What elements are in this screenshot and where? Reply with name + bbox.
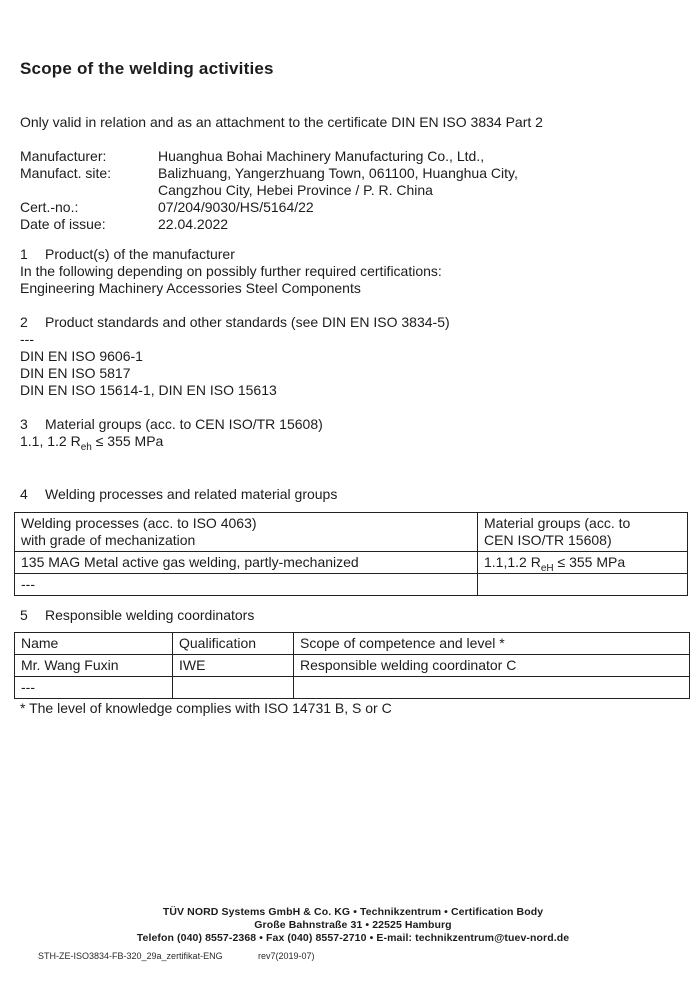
section-coordinators — [20, 607, 686, 624]
section-welding-processes — [20, 486, 686, 503]
detail-label — [20, 182, 158, 199]
footer-street-line: Große Bahnstraße 31 • 22525 Hamburg — [254, 919, 452, 931]
cell-process: --- — [15, 574, 478, 596]
header-cell-material-groups — [478, 513, 688, 552]
detail-label: Manufacturer: — [20, 148, 107, 164]
table-header-row — [15, 633, 690, 655]
cell-name: --- — [15, 677, 173, 699]
welding-processes-table — [14, 512, 688, 596]
certificate-details — [20, 148, 686, 233]
detail-row-cert-no — [20, 199, 686, 216]
cell-material-group — [478, 552, 688, 574]
value-text: 1.1, 1.2 R — [20, 433, 81, 449]
cell-name: Mr. Wang Fuxin — [15, 655, 173, 677]
value-text: ≤ 355 MPa — [553, 554, 626, 570]
cell-process: 135 MAG Metal active gas welding, partly-mechanized — [15, 552, 478, 574]
section-number: 1 — [20, 246, 28, 262]
footer-company-line: TÜV NORD Systems GmbH & Co. KG • Technikzentrum • Certification Body — [162, 906, 544, 918]
detail-value: 22.04.2022 — [158, 216, 229, 232]
section-heading — [20, 246, 686, 263]
section-number: 3 — [20, 416, 28, 432]
cell-material-group — [478, 574, 688, 596]
document-id-line — [38, 951, 686, 962]
header-text: Material groups (acc. to — [484, 515, 631, 531]
section-number: 2 — [20, 314, 28, 330]
section-heading — [20, 486, 686, 503]
detail-row-manufacturer — [20, 148, 686, 165]
section-number: 4 — [20, 486, 28, 502]
section-heading — [20, 416, 686, 433]
section-text: --- — [20, 331, 34, 347]
section-text: In the following depending on possibly further required certifications: — [20, 263, 442, 279]
validity-note: Only valid in relation and as an attachment to the certificate DIN EN ISO 3834 Part 2 — [20, 114, 543, 130]
section-products — [20, 246, 686, 297]
knowledge-footnote: * The level of knowledge complies with ISO 14731 B, S or C — [20, 700, 392, 716]
detail-value: 07/204/9030/HS/5164/22 — [158, 199, 314, 215]
detail-row-issue-date — [20, 216, 686, 233]
header-cell-processes — [15, 513, 478, 552]
section-title: Product standards and other standards (see DIN EN ISO 3834-5) — [45, 314, 450, 330]
detail-value: Cangzhou City, Hebei Province / P. R. China — [158, 182, 433, 198]
value-subscript: eh — [80, 441, 92, 453]
cell-qualification — [173, 677, 294, 699]
detail-label: Cert.-no.: — [20, 199, 79, 215]
footer-address — [20, 906, 686, 945]
header-text: with grade of mechanization — [21, 532, 196, 548]
header-cell-name: Name — [15, 633, 173, 655]
section-title: Material groups (acc. to CEN ISO/TR 15608) — [45, 416, 323, 432]
cell-scope — [294, 677, 690, 699]
table-row — [15, 574, 688, 596]
section-material-groups — [20, 416, 686, 453]
section-text: DIN EN ISO 15614-1, DIN EN ISO 15613 — [20, 382, 277, 398]
detail-value: Balizhuang, Yangerzhuang Town, 061100, Huanghua City, — [158, 165, 518, 181]
section-text: DIN EN ISO 9606-1 — [20, 348, 143, 364]
header-cell-qualification: Qualification — [173, 633, 294, 655]
header-text: CEN ISO/TR 15608) — [484, 532, 612, 548]
section-title: Product(s) of the manufacturer — [45, 246, 235, 262]
value-subscript: eH — [540, 562, 554, 574]
section-heading — [20, 607, 686, 624]
cell-scope: Responsible welding coordinator C — [294, 655, 690, 677]
table-row — [15, 655, 690, 677]
value-text: ≤ 355 MPa — [91, 433, 164, 449]
header-text: Welding processes (acc. to ISO 4063) — [21, 515, 257, 531]
detail-row-site-continued — [20, 182, 686, 199]
table-header-row — [15, 513, 688, 552]
section-title: Responsible welding coordinators — [45, 607, 255, 623]
document-revision: rev7(2019-07) — [258, 951, 315, 961]
table-row — [15, 677, 690, 699]
document-id: STH-ZE-ISO3834-FB-320_29a_zertifikat-ENG — [38, 951, 223, 961]
section-standards — [20, 314, 686, 399]
section-title: Welding processes and related material groups — [45, 486, 338, 502]
section-text: DIN EN ISO 5817 — [20, 365, 131, 381]
coordinators-table — [14, 632, 690, 699]
detail-value: Huanghua Bohai Machinery Manufacturing Co., Ltd., — [158, 148, 485, 164]
value-text: 1.1,1.2 R — [484, 554, 541, 570]
header-cell-scope: Scope of competence and level * — [294, 633, 690, 655]
section-text: Engineering Machinery Accessories Steel Components — [20, 280, 361, 296]
footer-contact-line: Telefon (040) 8557-2368 • Fax (040) 8557-2710 • E-mail: technikzentrum@tuev-nord.de — [136, 932, 570, 944]
detail-row-site — [20, 165, 686, 182]
section-number: 5 — [20, 607, 28, 623]
detail-label: Date of issue: — [20, 216, 106, 232]
cell-qualification: IWE — [173, 655, 294, 677]
detail-label: Manufact. site: — [20, 165, 112, 181]
section-heading — [20, 314, 686, 331]
table-row — [15, 552, 688, 574]
page-title: Scope of the welding activities — [20, 59, 274, 78]
material-groups-value — [20, 433, 686, 453]
